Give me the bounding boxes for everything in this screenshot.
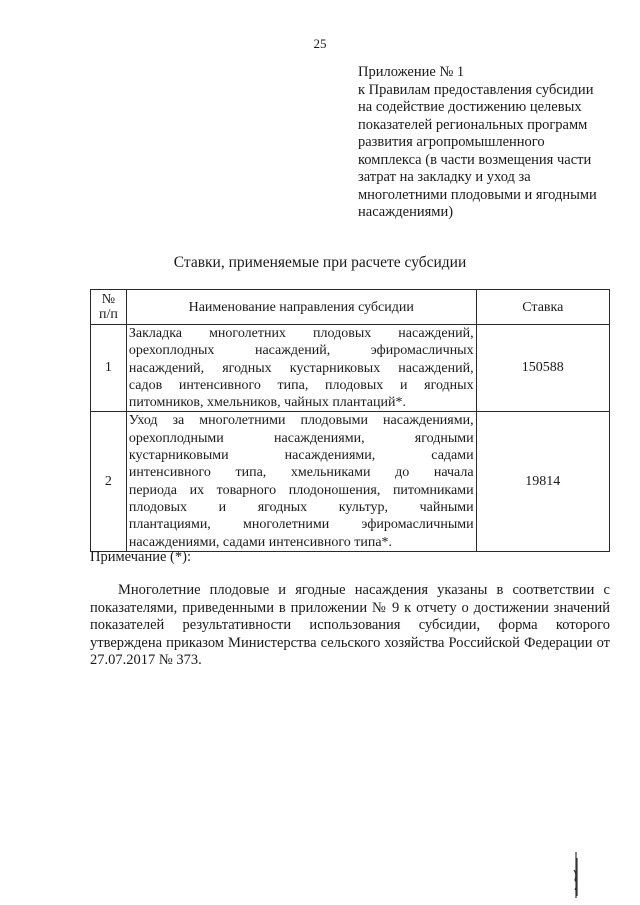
- note-text: [90, 582, 610, 670]
- row-rate: 150588: [476, 325, 609, 412]
- row-name-line: кустарниковыми насаждениями, садами: [128, 448, 474, 464]
- document-title: Ставки, применяемые при расчете субсидии: [173, 254, 467, 271]
- row-name-line: насаждений, ягодных кустарниковых насаждений,: [128, 360, 474, 376]
- row-name-line: плодовых и ягодных культур, чайными: [128, 499, 474, 515]
- row-name: [126, 325, 476, 412]
- appendix-line: на содействие достижению целевых: [358, 99, 582, 115]
- note-line: Многолетние плодовые и ягодные насаждения указаны в соответствии с: [118, 582, 610, 598]
- row-num: 1: [91, 325, 127, 412]
- appendix-line: комплекса (в части возмещения части: [358, 151, 592, 168]
- row-name-line: садов интенсивного типа, плодовых и ягодных: [128, 377, 474, 393]
- note-line: 27.07.2017 № 373.: [90, 652, 202, 668]
- appendix-line: насаждениями): [358, 204, 454, 220]
- header-name: Наименование направления субсидии: [126, 290, 476, 325]
- signature-mark: [565, 850, 589, 902]
- table-row: [91, 325, 610, 412]
- header-num: [91, 290, 127, 325]
- appendix-line: многолетними плодовыми и ягодными: [358, 186, 597, 203]
- row-name-line: интенсивного типа, хмельниками до начала: [128, 465, 474, 481]
- appendix-line: к Правилам предоставления субсидии: [358, 81, 594, 98]
- rates-table: [90, 289, 610, 552]
- note-line: показателями, приведенными в приложении № 9 к отчету о достижении значений: [90, 599, 610, 616]
- row-name-line: Уход за многолетними плодовыми насаждениями,: [128, 413, 474, 429]
- note-label: Примечание (*):: [90, 549, 191, 565]
- appendix-line: развития агропромышленного: [358, 134, 545, 150]
- note-line: показателей результативности использования субсидии, форма которого: [90, 617, 610, 633]
- row-name: [126, 412, 476, 551]
- table-header-row: [91, 290, 610, 325]
- row-num: 2: [91, 412, 127, 551]
- row-name-line: Закладка многолетних плодовых насаждений,: [128, 326, 474, 341]
- header-num-line1: №: [101, 292, 116, 307]
- table-row: [91, 412, 610, 551]
- header-num-line2: п/п: [98, 307, 118, 322]
- row-name-line: питомников, хмельников, чайных плантаций*.: [128, 395, 406, 411]
- note-line: утверждена приказом Министерства сельского хозяйства Российской Федерации от: [90, 634, 610, 651]
- row-name-line: орехоплодными насаждениями, ягодными: [128, 430, 474, 446]
- page-number: 25: [313, 36, 327, 51]
- appendix-block: [358, 64, 620, 222]
- row-rate: 19814: [476, 412, 609, 551]
- row-name-line: орехоплодных насаждений, эфиромасличных: [128, 343, 474, 359]
- appendix-line: затрат на закладку и уход за: [358, 169, 531, 185]
- appendix-line: показателей региональных программ: [358, 116, 588, 133]
- row-name-line: насаждениями, садами интенсивного типа*.: [128, 534, 393, 550]
- appendix-line: Приложение № 1: [358, 64, 465, 80]
- header-rate: Ставка: [476, 290, 609, 325]
- row-name-line: периода их товарного плодоношения, питомниками: [128, 482, 474, 498]
- row-name-line: плантациями, многолетними эфиромасличными: [128, 517, 474, 533]
